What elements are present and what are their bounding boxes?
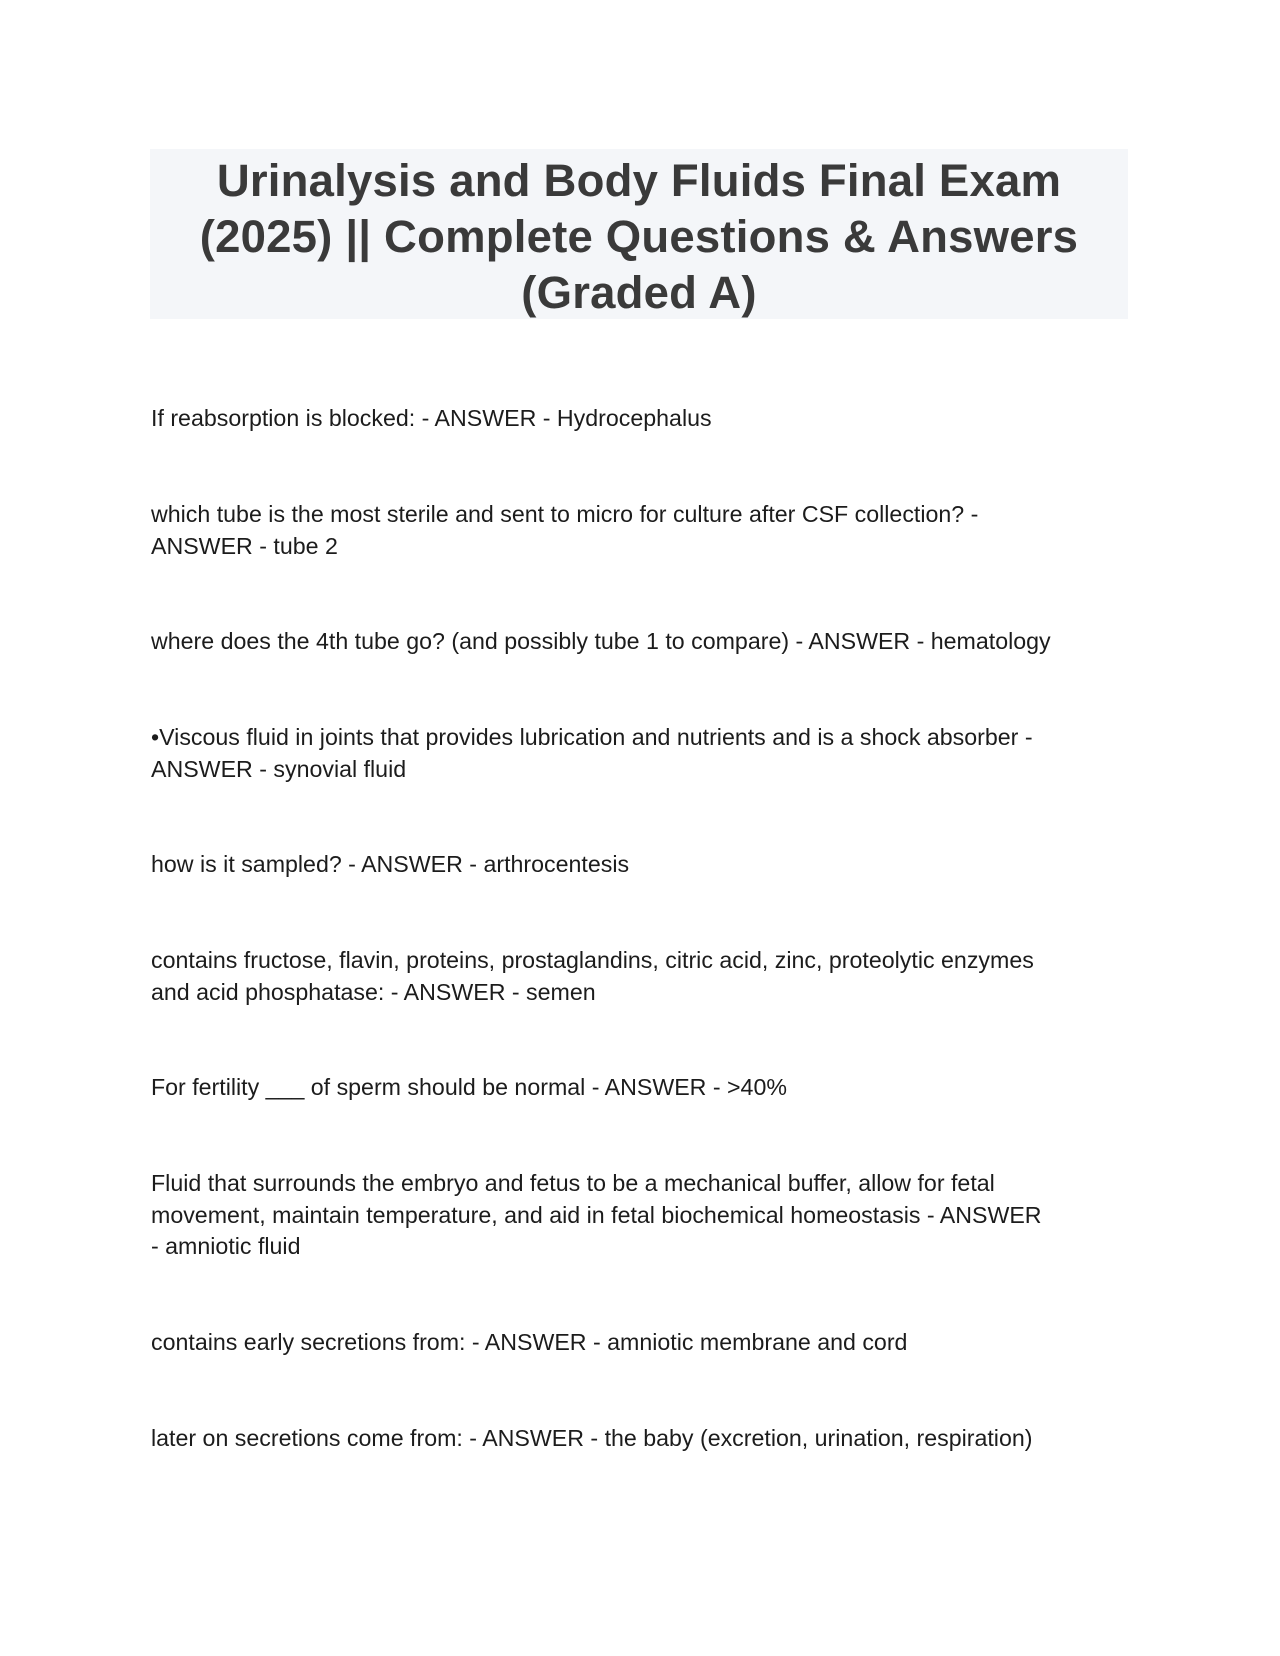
qa-line: contains fructose, flavin, proteins, prostaglandins, citric acid, zinc, proteolytic enzymes bbox=[151, 947, 1034, 973]
qa-line: which tube is the most sterile and sent to micro for culture after CSF collection? - bbox=[151, 501, 979, 527]
qa-line: •Viscous fluid in joints that provides lubrication and nutrients and is a shock absorber - bbox=[151, 724, 1033, 750]
qa-item bbox=[151, 722, 1131, 785]
qa-item bbox=[151, 1168, 1131, 1263]
qa-line: Fluid that surrounds the embryo and fetus to be a mechanical buffer, allow for fetal bbox=[151, 1170, 995, 1196]
qa-line: how is it sampled? - ANSWER - arthrocentesis bbox=[151, 851, 630, 877]
qa-line: contains early secretions from: - ANSWER - amniotic membrane and cord bbox=[151, 1329, 908, 1355]
document-title bbox=[150, 153, 1128, 321]
qa-item bbox=[151, 1327, 1131, 1359]
title-banner bbox=[150, 149, 1128, 319]
qa-line: movement, maintain temperature, and aid in fetal biochemical homeostasis - ANSWER bbox=[151, 1201, 1042, 1228]
qa-line: ANSWER - tube 2 bbox=[151, 532, 338, 559]
qa-item bbox=[151, 403, 1131, 435]
qa-item bbox=[151, 1072, 1131, 1104]
qa-item bbox=[151, 945, 1131, 1008]
title-line: (Graded A) bbox=[521, 267, 757, 318]
qa-item bbox=[151, 626, 1131, 658]
qa-line: If reabsorption is blocked: - ANSWER - Hydrocephalus bbox=[151, 405, 712, 431]
qa-line: where does the 4th tube go? (and possibly tube 1 to compare) - ANSWER - hematology bbox=[151, 628, 1051, 654]
qa-item bbox=[151, 1423, 1131, 1455]
qa-line: ANSWER - synovial fluid bbox=[151, 755, 407, 782]
qa-line: later on secretions come from: - ANSWER - the baby (excretion, urination, respiration) bbox=[151, 1425, 1033, 1451]
qa-line: For fertility ___ of sperm should be normal - ANSWER - >40% bbox=[151, 1074, 787, 1100]
title-line: Urinalysis and Body Fluids Final Exam bbox=[216, 155, 1062, 206]
qa-item bbox=[151, 849, 1131, 881]
qa-item bbox=[151, 499, 1131, 562]
qa-line: and acid phosphatase: - ANSWER - semen bbox=[151, 978, 596, 1005]
title-line: (2025) || Complete Questions & Answers bbox=[199, 211, 1079, 262]
qa-line: - amniotic fluid bbox=[151, 1233, 301, 1259]
